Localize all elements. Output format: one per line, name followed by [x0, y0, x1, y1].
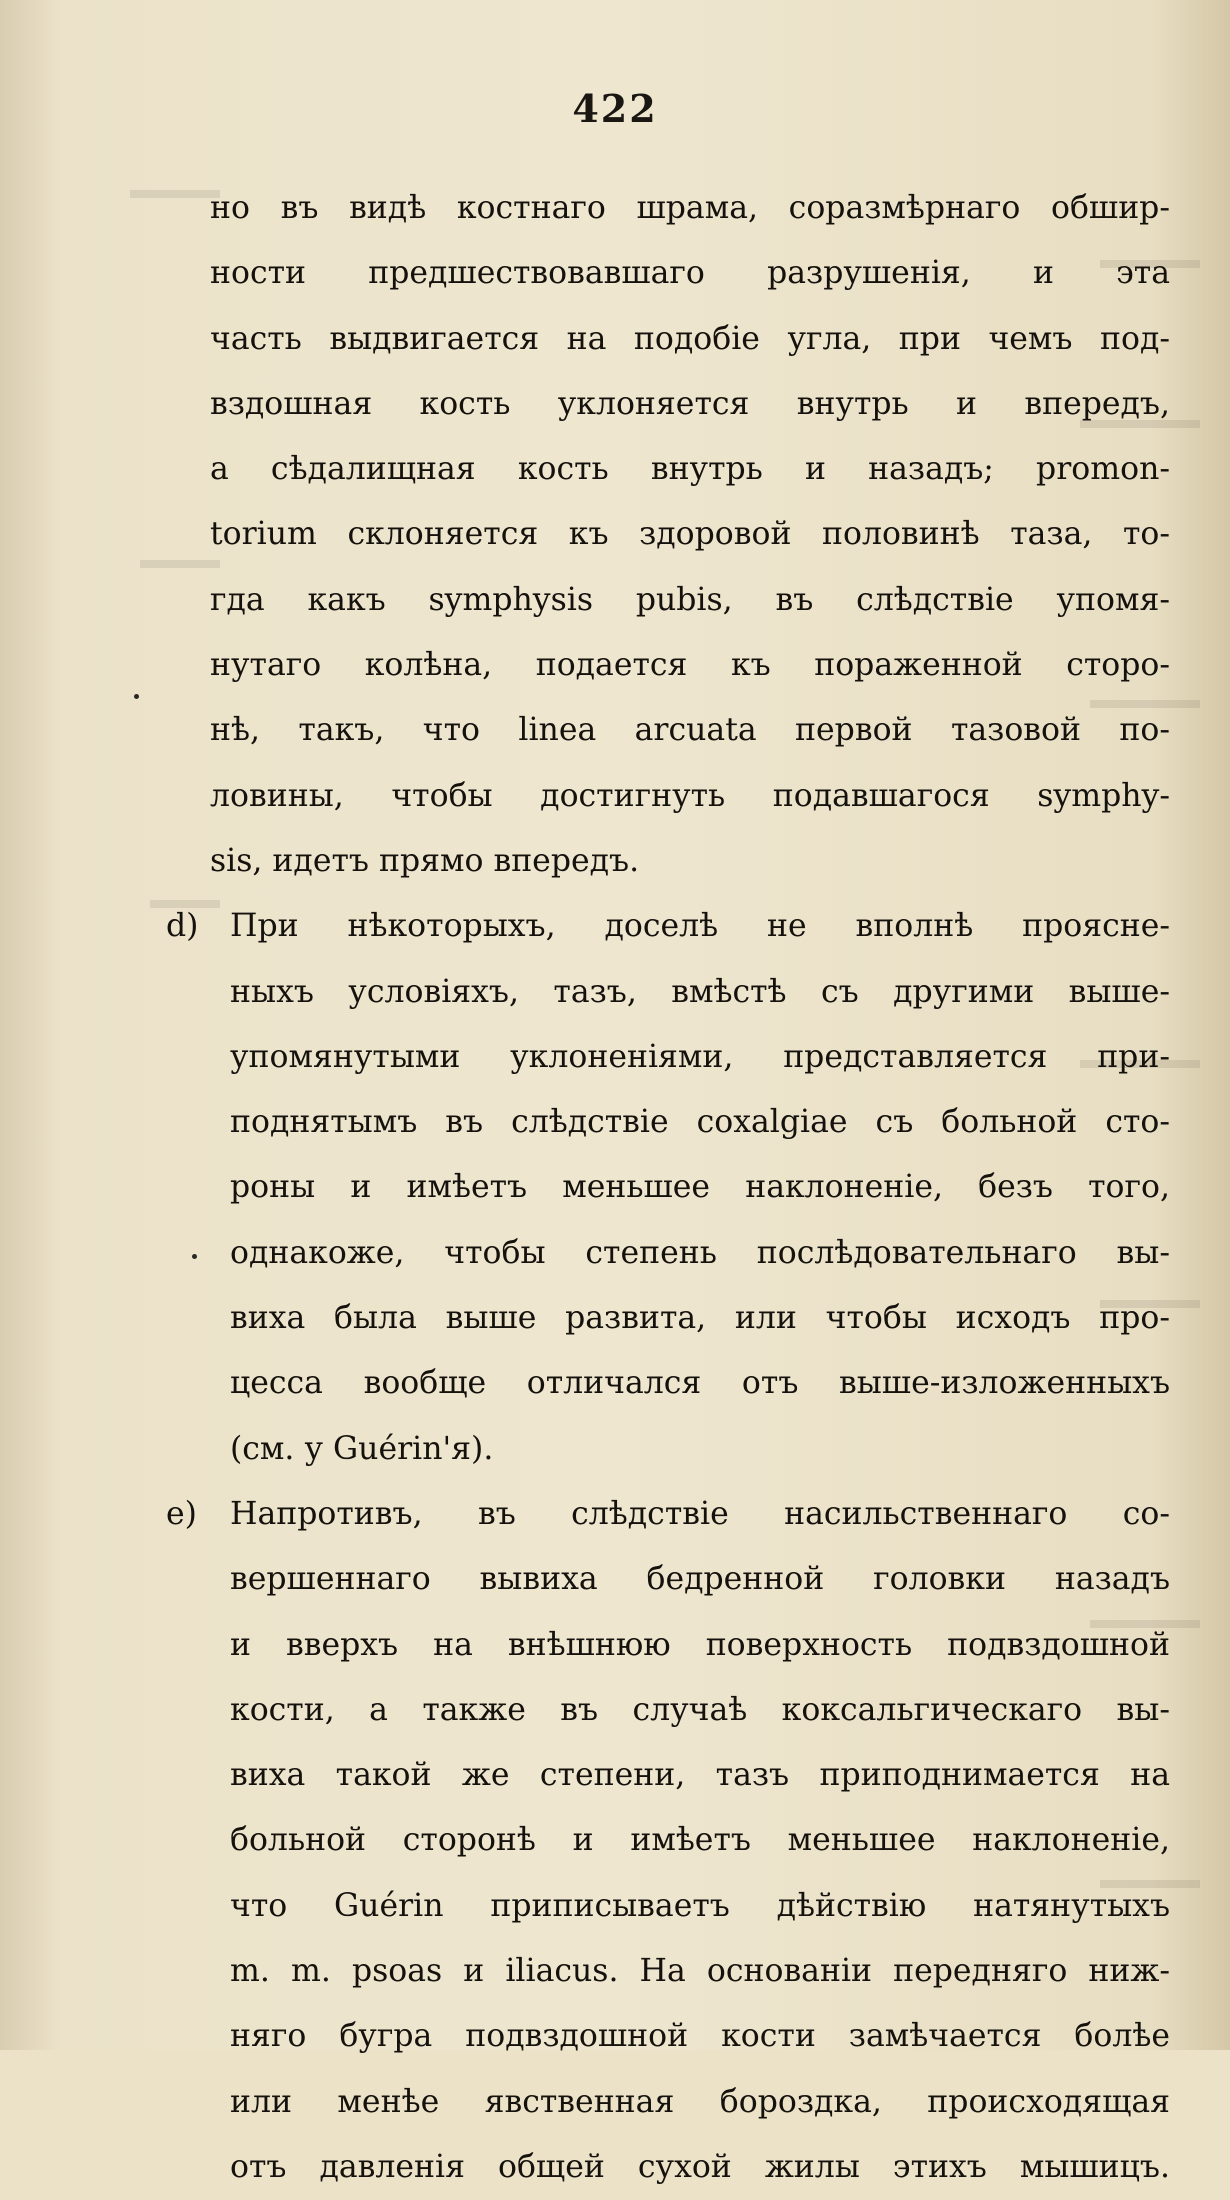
text-line: гда какъ symphysis pubis, въ слѣдствіе упомя-: [210, 581, 1170, 618]
ink-speck: [134, 694, 139, 699]
paragraph: [210, 176, 1170, 894]
text-line: вздошная кость уклоняется внутрь и впередъ,: [210, 385, 1170, 422]
item-text: [230, 1482, 1170, 2200]
text-line: ности предшествовавшаго разрушенія, и эта: [210, 255, 1170, 292]
text-line: нѣ, такъ, что linea arcuata первой тазовой по-: [210, 712, 1170, 749]
text-line: но въ видѣ костнаго шрама, соразмѣрнаго обшир-: [210, 190, 1170, 226]
text-line: torium склоняется къ здоровой половинѣ таза, то-: [210, 516, 1170, 553]
body-text: [166, 176, 1170, 2200]
text-line: нутаго колѣна, подается къ пораженной сторо-: [210, 647, 1170, 684]
text-line: или менѣе явственная бороздка, происходящая: [230, 2083, 1170, 2120]
list-item-e: [166, 1482, 1170, 2200]
text-line: Напротивъ, въ слѣдствіе насильственнаго со-: [230, 1495, 1170, 1532]
list-item-d: [166, 894, 1170, 1482]
text-line: цесса вообще отличался отъ выше-изложенныхъ: [230, 1365, 1170, 1402]
text-line: упомянутыми уклоненіями, представляется при-: [230, 1038, 1170, 1075]
text-line: что Guérin приписываетъ дѣйствію натянутыхъ: [230, 1887, 1170, 1924]
text-line: роны и имѣетъ меньшее наклоненіе, безъ того,: [230, 1169, 1170, 1206]
text-line: часть выдвигается на подобіе угла, при чемъ под-: [210, 320, 1170, 357]
text-line: sis, идетъ прямо впередъ.: [210, 842, 640, 879]
ink-speck: [192, 1254, 197, 1259]
item-text: [230, 894, 1170, 1482]
text-line: больной сторонѣ и имѣетъ меньшее наклоненіе,: [230, 1822, 1170, 1859]
text-line: виха была выше развита, или чтобы исходъ про-: [230, 1300, 1170, 1337]
text-line: При нѣкоторыхъ, доселѣ не вполнѣ проясне-: [230, 908, 1170, 945]
text-line: и вверхъ на внѣшнюю поверхность подвздошной: [230, 1626, 1170, 1663]
text-line: вершеннаго вывиха бедренной головки назадъ: [230, 1561, 1170, 1598]
text-line: кости, а также въ случаѣ коксальгическаго вы-: [230, 1691, 1170, 1728]
item-marker: d): [166, 908, 199, 945]
text-line: отъ давленія общей сухой жилы этихъ мышицъ.: [230, 2148, 1170, 2185]
item-marker: e): [166, 1495, 197, 1532]
text-line: няго бугра подвздошной кости замѣчается болѣе: [230, 2018, 1170, 2055]
text-line: ныхъ условіяхъ, тазъ, вмѣстѣ съ другими выше-: [230, 973, 1170, 1010]
text-line: (см. у Guérin'я).: [230, 1430, 494, 1467]
text-line: ловины, чтобы достигнуть подавшагося symphy-: [210, 777, 1170, 814]
text-line: а сѣдалищная кость внутрь и назадъ; promon-: [210, 451, 1170, 488]
text-line: поднятымъ въ слѣдствіе coxalgiae съ больной сто-: [230, 1104, 1170, 1141]
text-line: m. m. psoas и iliacus. На основаніи передняго ниж-: [230, 1953, 1170, 1990]
text-line: однакоже, чтобы степень послѣдовательнаго вы-: [230, 1234, 1170, 1271]
page-number: 422: [572, 86, 658, 131]
text-line: виха такой же степени, тазъ приподнимается на: [230, 1757, 1170, 1794]
